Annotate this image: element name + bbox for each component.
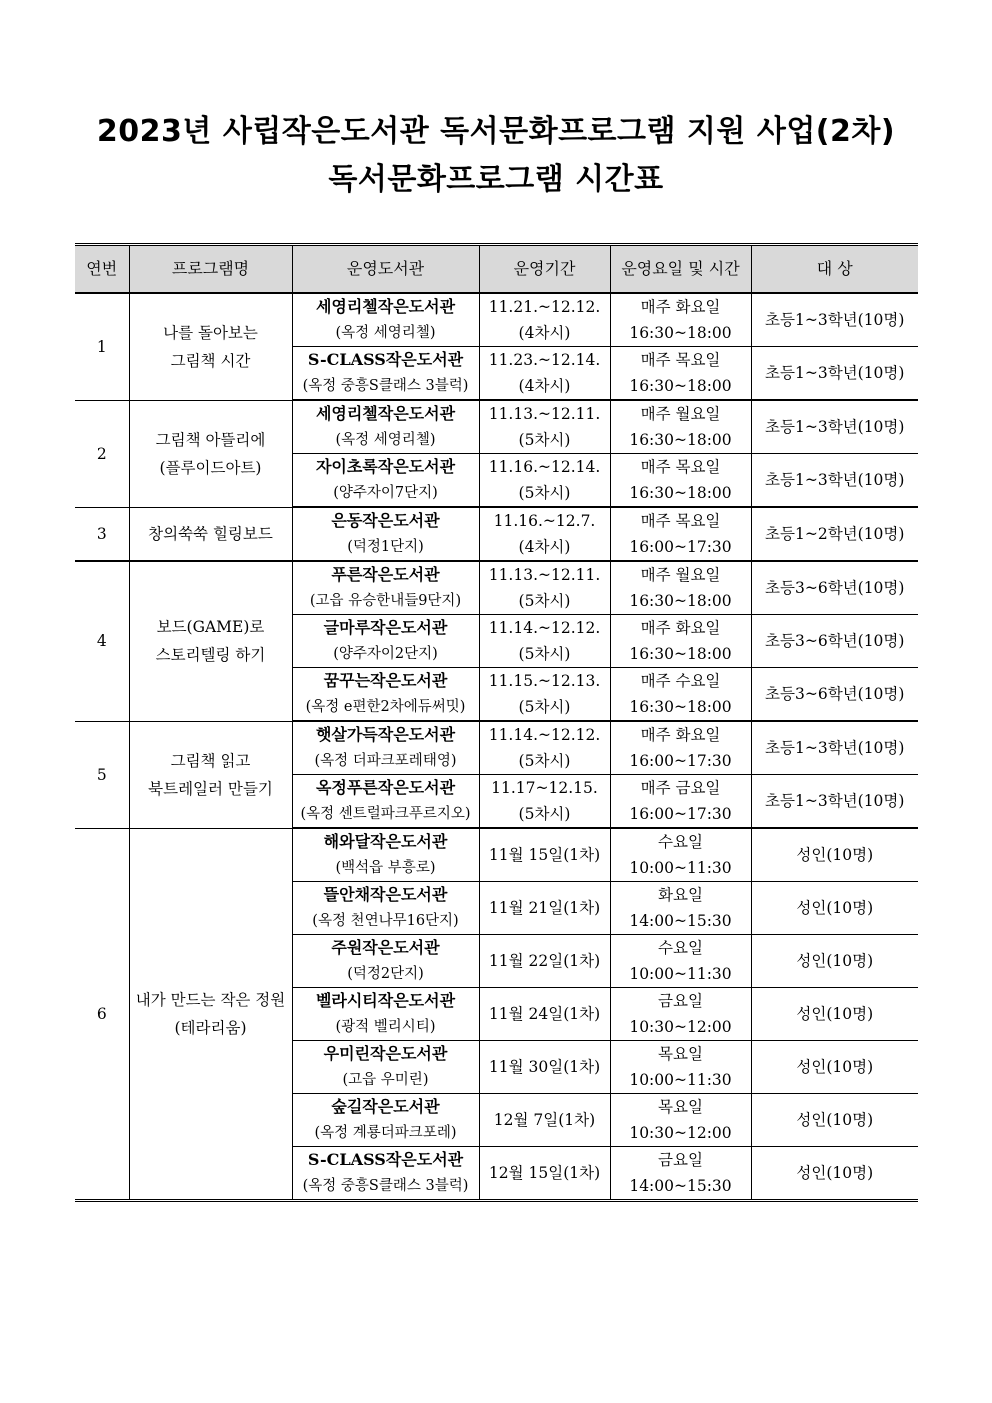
library-name: S-CLASS작은도서관 [307, 350, 464, 369]
period-dates: 11.16.~12.14. [488, 458, 601, 476]
program-name-cell [129, 828, 292, 1201]
period-cell [479, 882, 610, 935]
period-cell [479, 454, 610, 508]
schedule-cell [610, 988, 751, 1041]
header-schedule: 운영요일 및 시간 [610, 245, 751, 294]
schedule-day: 수요일 [658, 939, 703, 957]
program-name-cell [129, 293, 292, 400]
library-location: (옥정 중흥S클래스 3블럭) [302, 1178, 469, 1194]
library-cell [292, 561, 479, 615]
period-dates: 11.14.~12.12. [488, 726, 601, 744]
schedule-cell [610, 882, 751, 935]
schedule-day: 매주 금요일 [640, 779, 721, 797]
schedule-day: 금요일 [658, 1151, 703, 1169]
row-number: 4 [75, 561, 129, 721]
program-name-line: 스토리텔링 하기 [155, 646, 266, 665]
library-cell [292, 293, 479, 347]
table-row [75, 400, 918, 454]
library-location: (고읍 우미린) [342, 1072, 429, 1088]
library-name: 해와달작은도서관 [323, 832, 448, 851]
library-location: (옥정 천연나무16단지) [312, 913, 459, 929]
library-name: 글마루작은도서관 [323, 618, 448, 637]
row-number: 1 [75, 293, 129, 400]
library-cell [292, 1041, 479, 1094]
library-name: 뜰안채작은도서관 [323, 885, 448, 904]
program-name-line: 창의쑥쑥 힐링보드 [148, 524, 273, 543]
schedule-time: 16:00~17:30 [629, 805, 732, 823]
table-header-row [75, 245, 918, 294]
schedule-cell [610, 1041, 751, 1094]
library-cell [292, 1094, 479, 1147]
schedule-day: 목요일 [658, 1098, 703, 1116]
schedule-time: 16:30~18:00 [629, 377, 732, 395]
period-cell [479, 507, 610, 561]
header-program: 프로그램명 [129, 245, 292, 294]
target-cell: 성인(10명) [751, 882, 918, 935]
table-row [75, 828, 918, 882]
period-dates: 11.21.~12.12. [488, 298, 601, 316]
period-dates: 11.14.~12.12. [488, 619, 601, 637]
schedule-cell [610, 615, 751, 668]
schedule-time: 10:00~11:30 [629, 965, 732, 983]
program-name-line: 그림책 아뜰리에 [155, 430, 266, 449]
program-name-line: 나를 돌아보는 [163, 323, 258, 342]
target-cell: 성인(10명) [751, 828, 918, 882]
schedule-time: 16:00~17:30 [629, 752, 732, 770]
target-cell: 초등1~3학년(10명) [751, 400, 918, 454]
library-name: 세영리첼작은도서관 [315, 404, 456, 423]
table-row [75, 561, 918, 615]
library-location: (옥정 계룡더파크포레) [314, 1125, 457, 1141]
schedule-time: 16:30~18:00 [629, 431, 732, 449]
period-cell [479, 400, 610, 454]
table-row [75, 293, 918, 347]
library-name: 은동작은도서관 [331, 511, 440, 530]
target-cell: 성인(10명) [751, 935, 918, 988]
schedule-cell [610, 668, 751, 722]
schedule-day: 매주 화요일 [640, 619, 721, 637]
schedule-cell [610, 1094, 751, 1147]
schedule-day: 매주 목요일 [640, 351, 721, 369]
period-cell [479, 561, 610, 615]
library-location: (양주자이2단지) [333, 646, 438, 662]
document-title [0, 108, 992, 204]
library-cell [292, 721, 479, 775]
period-sessions: (5차시) [518, 645, 571, 663]
period-cell [479, 615, 610, 668]
table-body [75, 293, 918, 1201]
period-dates: 11월 22일(1차) [488, 952, 601, 970]
schedule-day: 매주 월요일 [640, 405, 721, 423]
program-name-line: 그림책 시간 [170, 351, 251, 370]
period-cell [479, 721, 610, 775]
library-location: (광적 벨리시티) [335, 1019, 436, 1035]
schedule-day: 매주 수요일 [640, 672, 721, 690]
period-dates: 11.13.~12.11. [488, 405, 601, 423]
header-library: 운영도서관 [292, 245, 479, 294]
period-cell [479, 988, 610, 1041]
table-row [75, 507, 918, 561]
target-cell: 성인(10명) [751, 1041, 918, 1094]
period-sessions: (5차시) [518, 805, 571, 823]
program-name-cell [129, 721, 292, 828]
title-line-1: 2023년 사립작은도서관 독서문화프로그램 지원 사업(2차) [96, 114, 896, 149]
program-name-line: (플루이드아트) [159, 458, 262, 477]
row-number: 6 [75, 828, 129, 1201]
library-name: 자이초록작은도서관 [315, 457, 456, 476]
period-dates: 12월 7일(1차) [493, 1111, 596, 1129]
schedule-time: 10:00~11:30 [629, 1071, 732, 1089]
target-cell: 초등3~6학년(10명) [751, 668, 918, 722]
period-cell [479, 668, 610, 722]
period-cell [479, 935, 610, 988]
program-name-line: 내가 만드는 작은 정원 [135, 990, 286, 1009]
library-cell [292, 882, 479, 935]
library-name: 숲길작은도서관 [331, 1097, 440, 1116]
schedule-day: 목요일 [658, 1045, 703, 1063]
schedule-time: 10:30~12:00 [629, 1124, 732, 1142]
library-location: (옥정 세영리첼) [335, 325, 436, 341]
schedule-time: 16:30~18:00 [629, 324, 732, 342]
schedule-time: 10:30~12:00 [629, 1018, 732, 1036]
schedule-cell [610, 775, 751, 829]
period-sessions: (4차시) [518, 538, 571, 556]
library-cell [292, 1147, 479, 1201]
period-dates: 11.13.~12.11. [488, 566, 601, 584]
target-cell: 성인(10명) [751, 988, 918, 1041]
library-cell [292, 615, 479, 668]
period-dates: 11.15.~12.13. [488, 672, 601, 690]
library-location: (옥정 세영리첼) [335, 432, 436, 448]
period-cell [479, 1094, 610, 1147]
library-name: 꿈꾸는작은도서관 [323, 671, 448, 690]
program-name-line: (테라리움) [174, 1018, 247, 1037]
schedule-cell [610, 1147, 751, 1201]
library-name: 푸른작은도서관 [331, 565, 440, 584]
target-cell: 초등1~3학년(10명) [751, 775, 918, 829]
row-number: 2 [75, 400, 129, 507]
library-name: 벨라시티작은도서관 [315, 991, 456, 1010]
schedule-day: 매주 목요일 [640, 458, 721, 476]
library-cell [292, 775, 479, 829]
period-cell [479, 1041, 610, 1094]
schedule-day: 화요일 [658, 886, 703, 904]
schedule-cell [610, 293, 751, 347]
schedule-cell [610, 454, 751, 508]
library-name: 우미린작은도서관 [323, 1044, 448, 1063]
target-cell: 초등3~6학년(10명) [751, 561, 918, 615]
target-cell: 초등1~3학년(10명) [751, 721, 918, 775]
schedule-time: 16:30~18:00 [629, 645, 732, 663]
library-cell [292, 507, 479, 561]
library-location: (백석읍 부흥로) [335, 860, 436, 876]
period-cell [479, 775, 610, 829]
period-sessions: (4차시) [518, 324, 571, 342]
period-sessions: (5차시) [518, 698, 571, 716]
program-name-line: 북트레일러 만들기 [148, 779, 273, 798]
target-cell: 성인(10명) [751, 1147, 918, 1201]
row-number: 3 [75, 507, 129, 561]
target-cell: 성인(10명) [751, 1094, 918, 1147]
library-cell [292, 668, 479, 722]
period-dates: 11월 24일(1차) [488, 1005, 601, 1023]
library-name: 햇살가득작은도서관 [315, 725, 456, 744]
library-location: (옥정 센트럴파크푸르지오) [300, 806, 471, 822]
schedule-day: 금요일 [658, 992, 703, 1010]
library-name: 세영리첼작은도서관 [315, 297, 456, 316]
library-cell [292, 828, 479, 882]
schedule-cell [610, 347, 751, 401]
period-cell [479, 293, 610, 347]
schedule-cell [610, 828, 751, 882]
period-dates: 11월 30일(1차) [488, 1058, 601, 1076]
schedule-day: 매주 화요일 [640, 298, 721, 316]
schedule-day: 매주 화요일 [640, 726, 721, 744]
period-dates: 11월 21일(1차) [488, 899, 601, 917]
period-sessions: (5차시) [518, 484, 571, 502]
period-dates: 11.17~12.15. [491, 779, 598, 797]
schedule-cell [610, 721, 751, 775]
library-location: (양주자이7단지) [333, 485, 438, 501]
target-cell: 초등1~3학년(10명) [751, 347, 918, 401]
schedule-time: 16:30~18:00 [629, 592, 732, 610]
library-cell [292, 347, 479, 401]
target-cell: 초등3~6학년(10명) [751, 615, 918, 668]
library-cell [292, 400, 479, 454]
schedule-time: 14:00~15:30 [629, 912, 732, 930]
header-period: 운영기간 [479, 245, 610, 294]
target-cell: 초등1~2학년(10명) [751, 507, 918, 561]
period-dates: 11월 15일(1차) [488, 846, 601, 864]
table-row [75, 721, 918, 775]
schedule-day: 매주 월요일 [640, 566, 721, 584]
library-location: (옥정 중흥S클래스 3블럭) [302, 378, 469, 394]
library-cell [292, 454, 479, 508]
program-name-line: 그림책 읽고 [170, 751, 251, 770]
schedule-table [75, 243, 918, 1202]
schedule-cell [610, 507, 751, 561]
schedule-day: 수요일 [658, 833, 703, 851]
period-cell [479, 347, 610, 401]
target-cell: 초등1~3학년(10명) [751, 454, 918, 508]
library-location: (고읍 유승한내들9단지) [309, 593, 462, 609]
period-sessions: (5차시) [518, 431, 571, 449]
schedule-cell [610, 561, 751, 615]
library-location: (옥정 더파크포레태영) [314, 753, 457, 769]
title-line-2: 독서문화프로그램 시간표 [328, 162, 664, 197]
program-name-cell [129, 561, 292, 721]
library-name: 옥정푸른작은도서관 [315, 778, 456, 797]
period-sessions: (5차시) [518, 592, 571, 610]
period-sessions: (4차시) [518, 377, 571, 395]
schedule-cell [610, 935, 751, 988]
library-location: (옥정 e편한2차에듀써밋) [305, 699, 466, 715]
header-no: 연번 [75, 245, 129, 294]
period-dates: 12월 15일(1차) [488, 1164, 601, 1182]
header-target: 대 상 [751, 245, 918, 294]
program-name-line: 보드(GAME)로 [156, 618, 265, 637]
period-dates: 11.23.~12.14. [488, 351, 601, 369]
library-cell [292, 935, 479, 988]
period-cell [479, 1147, 610, 1201]
program-name-cell [129, 507, 292, 561]
program-name-cell [129, 400, 292, 507]
period-sessions: (5차시) [518, 752, 571, 770]
schedule-time: 14:00~15:30 [629, 1177, 732, 1195]
schedule-cell [610, 400, 751, 454]
schedule-time: 16:30~18:00 [629, 484, 732, 502]
schedule-day: 매주 목요일 [640, 512, 721, 530]
period-dates: 11.16.~12.7. [493, 512, 596, 530]
library-cell [292, 988, 479, 1041]
target-cell: 초등1~3학년(10명) [751, 293, 918, 347]
period-cell [479, 828, 610, 882]
library-name: 주원작은도서관 [331, 938, 440, 957]
library-name: S-CLASS작은도서관 [307, 1150, 464, 1169]
schedule-time: 16:30~18:00 [629, 698, 732, 716]
row-number: 5 [75, 721, 129, 828]
schedule-time: 10:00~11:30 [629, 859, 732, 877]
library-location: (덕정1단지) [347, 539, 424, 555]
schedule-time: 16:00~17:30 [629, 538, 732, 556]
library-location: (덕정2단지) [347, 966, 424, 982]
